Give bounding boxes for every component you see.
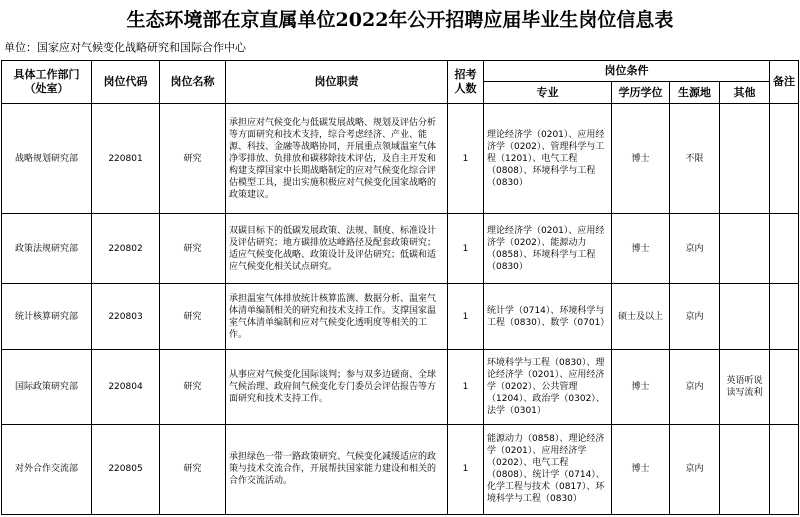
cell-count: 1 bbox=[448, 214, 484, 284]
cell-origin: 不限 bbox=[670, 104, 720, 214]
cell-count: 1 bbox=[448, 424, 484, 514]
cell-origin: 京内 bbox=[670, 284, 720, 349]
cell-remark bbox=[770, 104, 799, 214]
cell-origin: 京内 bbox=[670, 424, 720, 514]
header-major: 专业 bbox=[484, 82, 612, 104]
table-row bbox=[2, 284, 799, 349]
cell-code: 220803 bbox=[92, 284, 160, 349]
header-remark: 备注 bbox=[770, 61, 799, 104]
cell-duty: 承担绿色一带一路政策研究、气候变化减缓适应的政策与技术交流合作，开展帮扶国家能力建设和相关的合作交流活动。 bbox=[226, 424, 448, 514]
cell-major: 理论经济学（0201）、应用经济学（0202）、管理科学与工程（1201）、电气工程（0808）、环境科学与工程（0830） bbox=[484, 104, 612, 214]
cell-remark bbox=[770, 284, 799, 349]
cell-other bbox=[720, 214, 770, 284]
cell-major: 理论经济学（0201）、应用经济学（0202）、能源动力（0858）、环境科学与工程（0830） bbox=[484, 214, 612, 284]
table-row bbox=[2, 424, 799, 514]
cell-origin: 京内 bbox=[670, 349, 720, 424]
cell-count: 1 bbox=[448, 284, 484, 349]
header-conditions: 岗位条件 bbox=[484, 61, 770, 82]
cell-name: 研究 bbox=[160, 424, 226, 514]
cell-name: 研究 bbox=[160, 349, 226, 424]
cell-remark bbox=[770, 349, 799, 424]
cell-other bbox=[720, 284, 770, 349]
cell-remark bbox=[770, 214, 799, 284]
cell-degree: 博士 bbox=[612, 424, 670, 514]
cell-code: 220805 bbox=[92, 424, 160, 514]
header-name: 岗位名称 bbox=[160, 61, 226, 104]
cell-duty: 承担应对气候变化与低碳发展战略、规划及评估分析等方面研究和技术支持，综合考虑经济、产业、能源、科技、金融等战略协同，开展重点领域温室气体净零排放、负排放和碳移除技术评估，及自主开发和构建支撑国家中长期战略制定的应对气候变化综合评估模型工具，提出实施积极应对气候变化国家战略的政策建议。 bbox=[226, 104, 448, 214]
cell-degree: 博士 bbox=[612, 349, 670, 424]
cell-code: 220801 bbox=[92, 104, 160, 214]
cell-major: 能源动力（0858）、理论经济学（0201）、应用经济学（0202）、电气工程（0808）、统计学（0714）、化学工程与技术（0817）、环境科学与工程（0830） bbox=[484, 424, 612, 514]
cell-count: 1 bbox=[448, 104, 484, 214]
header-duty: 岗位职责 bbox=[226, 61, 448, 104]
cell-remark bbox=[770, 424, 799, 514]
cell-code: 220804 bbox=[92, 349, 160, 424]
table-row bbox=[2, 104, 799, 214]
page-title: 生态环境部在京直属单位2022年公开招聘应届毕业生岗位信息表 bbox=[126, 8, 674, 31]
cell-duty: 双碳目标下的低碳发展政策、法规、制度、标准设计及评估研究；地方碳排放达峰路径及配套政策研究；适应气候变化战略、政策设计及评估研究；低碳和适应气候变化相关试点研究。 bbox=[226, 214, 448, 284]
cell-major: 环境科学与工程（0830）、理论经济学（0201）、应用经济学（0202）、公共管理（1204）、政治学（0302）、法学（0301） bbox=[484, 349, 612, 424]
cell-dept: 战略规划研究部 bbox=[2, 104, 92, 214]
cell-duty: 从事应对气候变化国际谈判；参与双多边磋商、全球气候治理、政府间气候变化专门委员会评估报告等方面研究和技术支持工作。 bbox=[226, 349, 448, 424]
cell-other bbox=[720, 424, 770, 514]
header-origin: 生源地 bbox=[670, 82, 720, 104]
cell-dept: 政策法规研究部 bbox=[2, 214, 92, 284]
cell-duty: 承担温室气体排放统计核算监测、数据分析、温室气体清单编制相关的研究和技术支持工作。支撑国家温室气体清单编制和应对气候变化透明度等相关的工作。 bbox=[226, 284, 448, 349]
cell-other: 英语听说读写流利 bbox=[720, 349, 770, 424]
cell-dept: 统计核算研究部 bbox=[2, 284, 92, 349]
table-row bbox=[2, 214, 799, 284]
cell-degree: 博士 bbox=[612, 214, 670, 284]
cell-name: 研究 bbox=[160, 214, 226, 284]
table-row bbox=[2, 349, 799, 424]
cell-count: 1 bbox=[448, 349, 484, 424]
header-count: 招考人数 bbox=[448, 61, 484, 104]
cell-degree: 博士 bbox=[612, 104, 670, 214]
cell-dept: 对外合作交流部 bbox=[2, 424, 92, 514]
cell-other bbox=[720, 104, 770, 214]
header-degree: 学历学位 bbox=[612, 82, 670, 104]
cell-major: 统计学（0714）、环境科学与工程（0830）、数学（0701） bbox=[484, 284, 612, 349]
cell-name: 研究 bbox=[160, 284, 226, 349]
unit-line: 单位：国家应对气候变化战略研究和国际合作中心 bbox=[4, 41, 246, 54]
cell-degree: 硕士及以上 bbox=[612, 284, 670, 349]
header-code: 岗位代码 bbox=[92, 61, 160, 104]
header-dept: 具体工作部门（处室） bbox=[2, 61, 92, 104]
cell-name: 研究 bbox=[160, 104, 226, 214]
cell-origin: 京内 bbox=[670, 214, 720, 284]
cell-code: 220802 bbox=[92, 214, 160, 284]
header-other: 其他 bbox=[720, 82, 770, 104]
positions-table bbox=[1, 60, 799, 515]
cell-dept: 国际政策研究部 bbox=[2, 349, 92, 424]
